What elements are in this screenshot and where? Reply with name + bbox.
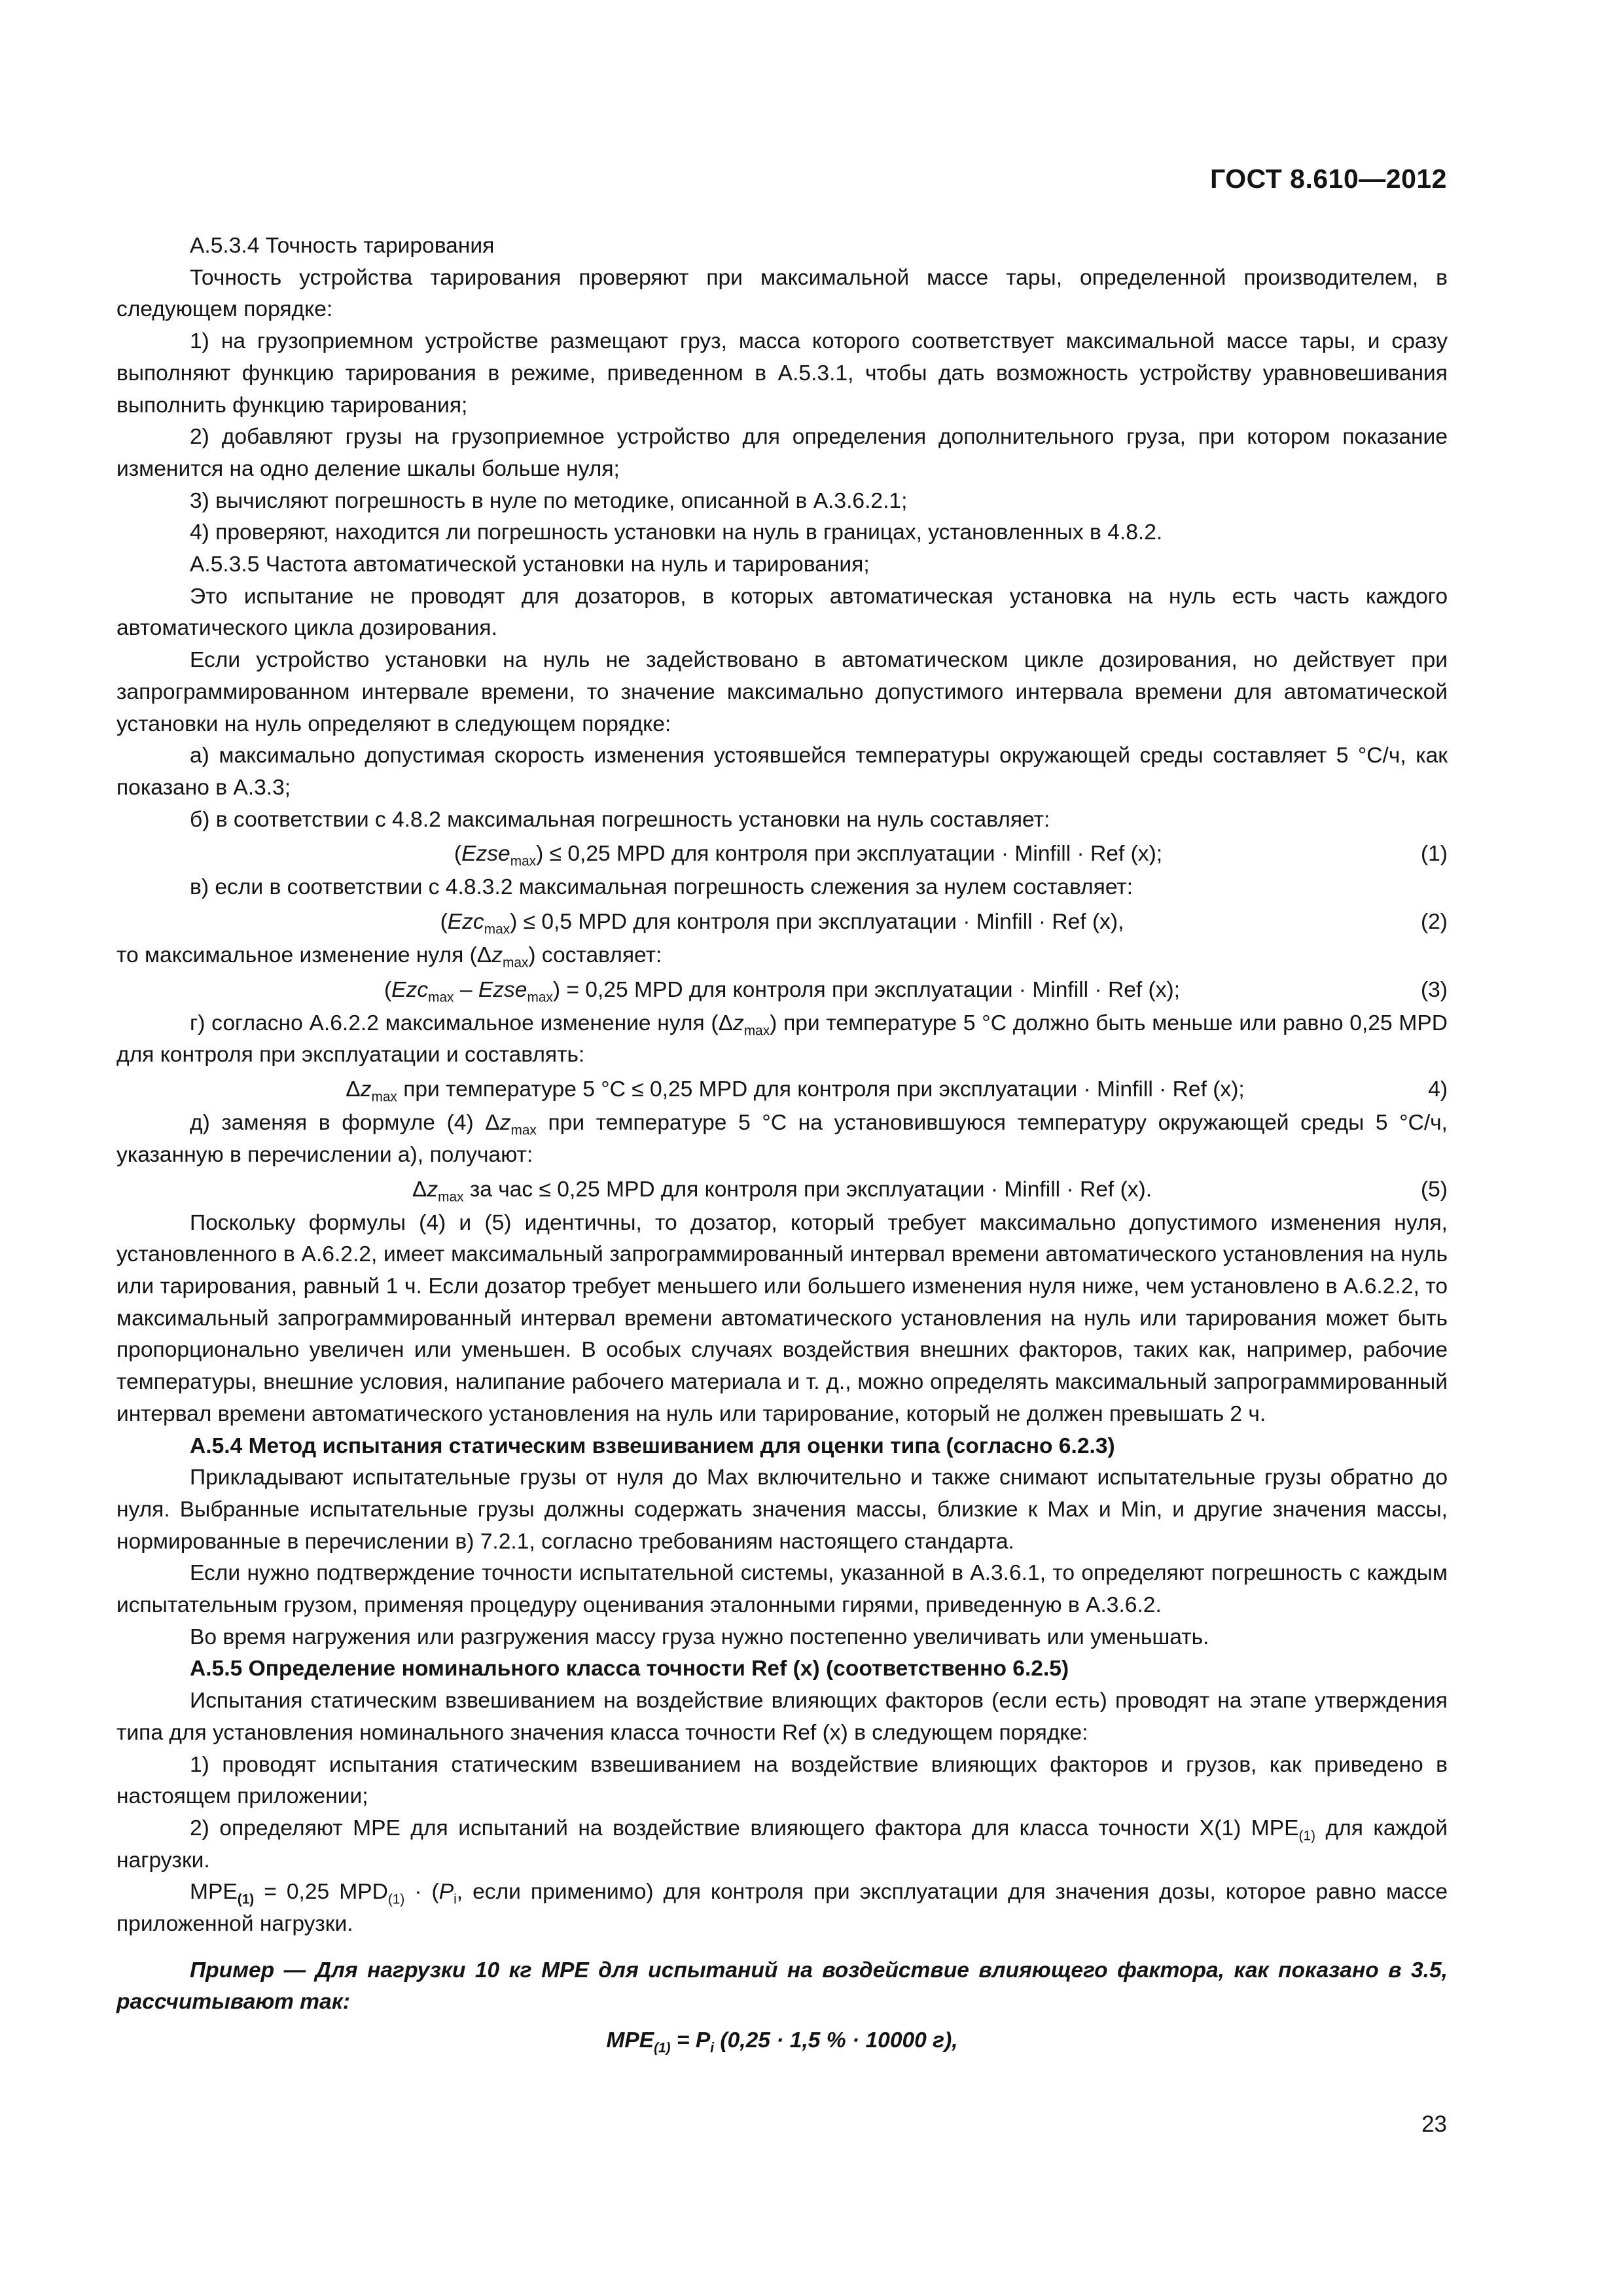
paragraph: Точность устройства тарирования проверяют при максимальной массе тары, определенной производителем, в следующем порядке:	[116, 265, 1448, 322]
paragraph: в) если в соответствии с 4.8.3.2 максимальная погрешность слежения за нулем составляет:	[190, 875, 1133, 900]
formula-number: 4)	[1428, 1077, 1448, 1102]
paragraph: д) заменяя в формуле (4) $\Delta z_{max}$ при температуре 5 °С на установившуюся температуру окружающей среды 5 °С/ч, указанную в перечислении а), получают:	[116, 1111, 1448, 1167]
formula	[116, 836, 1448, 872]
paragraph: Если устройство установки на нуль не задействовано в автоматическом цикле дозирования, но действует при запрограммированном интервале времени, то значение максимально допустимого интервала времени для автоматической установки на нуль определяют в следующем порядке:	[116, 648, 1448, 736]
section-heading: А.5.5 Определение номинального класса точности Ref (x) (соответственно 6.2.5)	[190, 1657, 1069, 1681]
paragraph: А.5.3.4 Точность тарирования	[190, 234, 495, 258]
formula-expression: (Ezc$_{max}$ – Ezse$_{max}$) = 0,25 MPD для контроля при эксплуатации · Minfill · Ref (x);	[383, 977, 1181, 1005]
paragraph: 3) вычисляют погрешность в нуле по методике, описанной в А.3.6.2.1;	[190, 488, 908, 513]
formula	[116, 904, 1448, 940]
formula	[116, 1071, 1448, 1107]
paragraph: Испытания статическим взвешиванием на воздействие влияющих факторов (если есть) проводят на этапе утверждения типа для установления номинального значения класса точности Ref (x) в следующем порядке:	[116, 1689, 1448, 1745]
formula-expression: $\Delta z_{max}$ за час ≤ 0,25 MPD для контроля при эксплуатации · Minfill · Ref (x).	[412, 1177, 1152, 1204]
example-formula: $МРЕ_{(1)} = P_i$ (0,25 · 1,5 % · 10000 г),	[606, 2028, 958, 2056]
paragraph: А.5.3.5 Частота автоматической установки на нуль и тарирования;	[190, 552, 870, 577]
paragraph: $МРЕ_{(1)} = 0,25$ $MPD_{(1)} \cdot (P_i$, если применимо) для контроля при эксплуатации для значения дозы, которое равно массе приложенной нагрузки.	[116, 1880, 1448, 1937]
formula-expression: (Ezc$_{max}$) ≤ 0,5 MPD для контроля при эксплуатации · Minfill · Ref (x),	[440, 910, 1124, 937]
document-header: ГОСТ 8.610—2012	[1210, 164, 1447, 194]
paragraph: то максимальное изменение нуля $(\Delta z_{max})$ составляет:	[116, 943, 662, 971]
formula-expression: $\Delta z_{max}$ при температуре 5 °С ≤ 0,25 MPD для контроля при эксплуатации · Minfill · Ref (x);	[346, 1077, 1245, 1105]
page-number: 23	[1421, 2111, 1447, 2137]
paragraph: 4) проверяют, находится ли погрешность установки на нуль в границах, установленных в 4.8.2.	[190, 520, 1163, 545]
paragraph: 1) проводят испытания статическим взвешиванием на воздействие влияющих факторов и грузов, как приведено в настоящем приложении;	[116, 1752, 1448, 1809]
paragraph: 1) на грузоприемном устройстве размещают груз, масса которого соответствует максимальной массе тары, и сразу выполняют функцию тарирования в режиме, приведенном в А.5.3.1, чтобы дать возможность устройству уравновешивания выполнить функцию тарирования;	[116, 329, 1448, 418]
document-body	[116, 230, 1448, 2057]
section-heading: А.5.4 Метод испытания статическим взвешиванием для оценки типа (согласно 6.2.3)	[190, 1433, 1115, 1458]
paragraph: 2) определяют МРЕ для испытаний на воздействие влияющего фактора для класса точности X(1) $МРЕ_{(1)}$ для каждой нагрузки.	[116, 1816, 1448, 1873]
paragraph: а) максимально допустимая скорость изменения устоявшейся температуры окружающей среды составляет 5 °С/ч, как показано в А.3.3;	[116, 744, 1448, 800]
paragraph: 2) добавляют грузы на грузоприемное устройство для определения дополнительного груза, при котором показание изменится на одно деление шкалы больше нуля;	[116, 425, 1448, 481]
paragraph: Поскольку формулы (4) и (5) идентичны, то дозатор, который требует максимально допустимого изменения нуля, установленного в А.6.2.2, имеет максимальный запрограммированный интервал времени автоматического установления на нуль или тарирования, равный 1 ч. Если дозатор требует меньшего или большего изменения нуля ниже, чем установлено в А.6.2.2, то максимальный запрограммированный интервал времени автоматического установления на нуль или тарирования может быть пропорционально увеличен или уменьшен. В особых случаях воздействия внешних факторов, таких как, например, рабочие температуры, внешние условия, налипание рабочего материала и т. д., можно определять максимальный запрограммированный интервал времени автоматического установления на нуль или тарирование, который не должен превышать 2 ч.	[116, 1210, 1448, 1426]
formula-expression: (Ezse$_{max}$) ≤ 0,25 MPD для контроля при эксплуатации · Minfill · Ref (x);	[454, 842, 1163, 869]
formula-number: (3)	[1420, 977, 1448, 1002]
paragraph: Во время нагружения или разгружения массу груза нужно постепенно увеличивать или уменьшать.	[190, 1624, 1209, 1649]
example-text: Пример — Для нагрузки 10 кг МРЕ для испытаний на воздействие влияющего фактора, как показано в 3.5, рассчитывают так:	[116, 1958, 1448, 2015]
paragraph: г) согласно А.6.2.2 максимальное изменение нуля $(\Delta z_{max})$ при температуре 5 °С должно быть меньше или равно 0,25 MPD для контроля при эксплуатации и составлять:	[116, 1011, 1448, 1067]
formula	[116, 972, 1448, 1008]
formula	[116, 1172, 1448, 1208]
paragraph: б) в соответствии с 4.8.2 максимальная погрешность установки на нуль составляет:	[190, 807, 1050, 832]
paragraph: Это испытание не проводят для дозаторов, в которых автоматическая установка на нуль есть часть каждого автоматического цикла дозирования.	[116, 584, 1448, 641]
paragraph: Прикладывают испытательные грузы от нуля до Max включительно и также снимают испытательные грузы обратно до нуля. Выбранные испытательные грузы должны содержать значения массы, близкие к Max и Min, и другие значения массы, нормированные в перечислении в) 7.2.1, согласно требованиям настоящего стандарта.	[116, 1465, 1448, 1554]
formula-number: (2)	[1420, 910, 1448, 935]
formula-number: (5)	[1420, 1177, 1448, 1202]
paragraph: Если нужно подтверждение точности испытательной системы, указанной в А.3.6.1, то определяют погрешность с каждым испытательным грузом, применяя процедуру оценивания эталонными гирями, приведенную в А.3.6.2.	[116, 1561, 1448, 1618]
formula-number: (1)	[1420, 842, 1448, 867]
